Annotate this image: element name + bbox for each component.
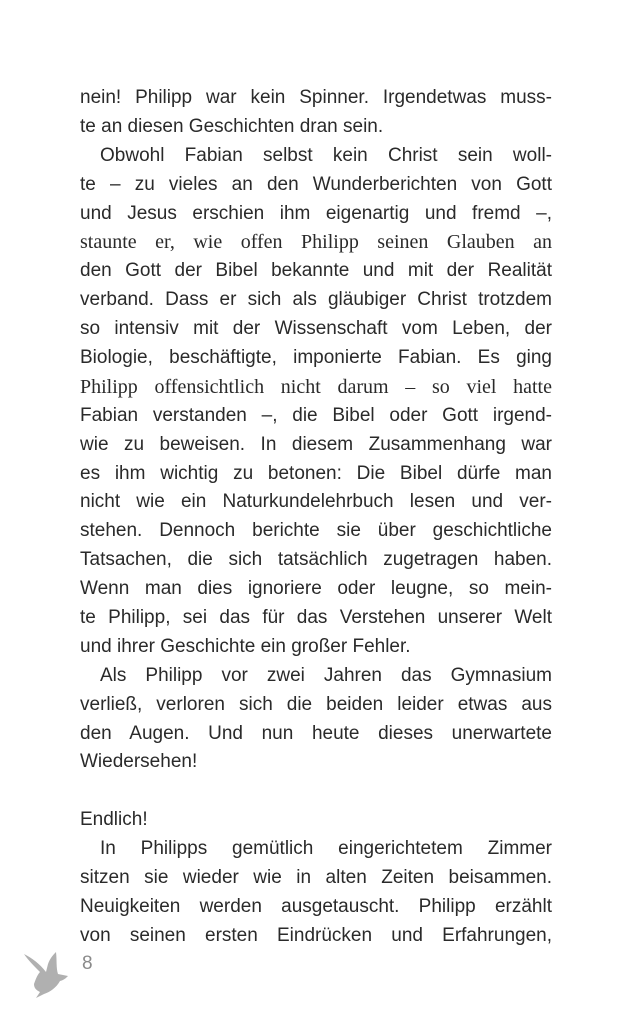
text-line: nicht wie ein Naturkundelehrbuch lesen und ver- <box>80 491 552 513</box>
text-line: und Jesus erschien ihm eigenartig und fremd –, <box>80 202 552 224</box>
text-line: von seinen ersten Eindrücken und Erfahrungen, <box>80 924 552 946</box>
text-line: Obwohl Fabian selbst kein Christ sein woll- <box>100 144 552 166</box>
page-footer <box>22 950 93 1000</box>
text-line: Biologie, beschäftigte, imponierte Fabian. Es ging <box>80 347 552 369</box>
text-line: Philipp offensichtlich nicht darum – so viel hatte <box>80 375 552 398</box>
text-line: Tatsachen, die sich tatsächlich zugetragen haben. <box>80 549 552 571</box>
text-line: te – zu vieles an den Wunderberichten von Gott <box>80 173 552 195</box>
text-line: Endlich! <box>80 809 148 831</box>
text-line: verband. Dass er sich als gläubiger Christ trotzdem <box>80 289 552 311</box>
page-number: 8 <box>82 953 93 974</box>
text-line: so intensiv mit der Wissenschaft vom Leben, der <box>80 318 552 340</box>
dove-icon <box>22 950 74 1000</box>
text-line: Fabian verstanden –, die Bibel oder Gott irgend- <box>80 404 552 426</box>
text-line: sitzen sie wieder wie in alten Zeiten beisammen. <box>80 867 552 889</box>
text-line: te Philipp, sei das für das Verstehen unserer Welt <box>80 607 552 629</box>
text-line: den Augen. Und nun heute dieses unerwartete <box>80 722 552 744</box>
text-line: Wiedersehen! <box>80 751 198 773</box>
text-line: Wenn man dies ignoriere oder leugne, so mein- <box>80 578 552 600</box>
paragraph-gap <box>80 777 552 806</box>
text-line: In Philipps gemütlich eingerichtetem Zimmer <box>100 838 552 860</box>
text-line: te an diesen Geschichten dran sein. <box>80 115 384 137</box>
text-line: den Gott der Bibel bekannte und mit der Realität <box>80 260 552 282</box>
text-line: staunte er, wie offen Philipp seinen Glauben an <box>80 231 552 254</box>
text-line: es ihm wichtig zu betonen: Die Bibel dürfe man <box>80 462 552 484</box>
text-line: verließ, verloren sich die beiden leider etwas aus <box>80 693 552 715</box>
text-line: stehen. Dennoch berichte sie über geschichtliche <box>80 520 552 542</box>
text-line: nein! Philipp war kein Spinner. Irgendetwas muss- <box>80 87 552 108</box>
text-line: und ihrer Geschichte ein großer Fehler. <box>80 635 411 657</box>
text-line: Neuigkeiten werden ausgetauscht. Philipp erzählt <box>80 895 552 917</box>
text-line: wie zu beweisen. In diesem Zusammenhang war <box>80 433 552 455</box>
body-text <box>80 84 552 951</box>
text-line: Als Philipp vor zwei Jahren das Gymnasium <box>100 664 552 686</box>
